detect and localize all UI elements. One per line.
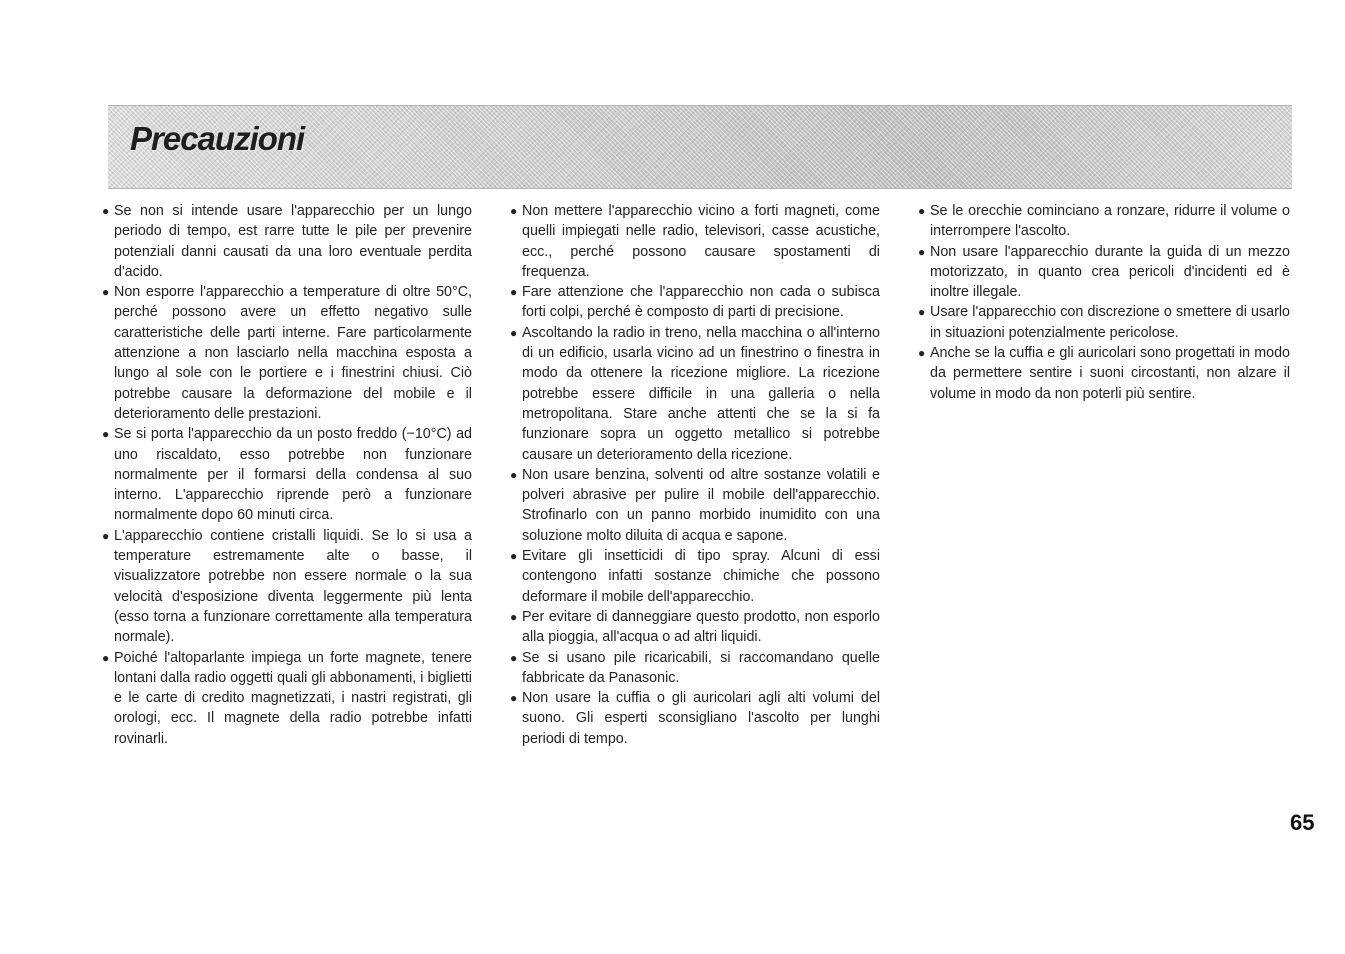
precaution-item: ● Non usare l'apparecchio durante la guida di un mezzo motorizzato, in quanto crea pericoli d'incidenti ed è inoltre illegale. — [918, 243, 1290, 301]
text-column-1 — [102, 201, 472, 749]
page-number: 65 — [1290, 810, 1315, 835]
bullet-icon: ● — [918, 244, 926, 259]
precaution-item: ● Non usare la cuffia o gli auricolari agli alti volumi del suono. Gli esperti sconsigliano l'ascolto per lunghi periodi di tempo. — [510, 690, 880, 747]
bullet-icon: ● — [918, 305, 926, 320]
precaution-item: ● Se le orecchie cominciano a ronzare, ridurre il volume o interrompere l'ascolto. — [918, 203, 1290, 240]
precaution-item: ● Se non si intende usare l'apparecchio per un lungo periodo di tempo, est rarre tutte le pile per prevenire potenziali danni causati da una loro eventuale perdita d'acido. — [102, 203, 472, 280]
bullet-icon: ● — [510, 325, 518, 340]
precaution-item: ● Evitare gli insetticidi di tipo spray. Alcuni di essi contengono infatti sostanze chimiche che possono deformare il mobile dell'apparecchio. — [510, 548, 880, 605]
bullet-icon: ● — [102, 528, 110, 543]
precaution-item: ● Per evitare di danneggiare questo prodotto, non esporlo alla pioggia, all'acqua o ad altri liquidi. — [510, 608, 880, 646]
bullet-icon: ● — [510, 467, 518, 482]
bullet-icon: ● — [102, 427, 110, 442]
bullet-icon: ● — [102, 650, 110, 665]
bullet-icon: ● — [510, 549, 518, 564]
bullet-icon: ● — [510, 609, 518, 624]
bullet-icon: ● — [102, 285, 110, 300]
precaution-item: ● Se si usano pile ricaricabili, si raccomandano quelle fabbricate da Panasonic. — [510, 649, 880, 686]
text-column-2 — [510, 201, 880, 749]
bullet-icon: ● — [510, 691, 518, 706]
bullet-icon: ● — [510, 204, 518, 218]
precaution-item: ● Se si porta l'apparecchio da un posto freddo (−10°C) ad uno riscaldato, esso potrebbe non funzionare normalmente per il formarsi della condensa al suo interno. L'apparecchio riprende però a funzionare normalmente dopo 60 minuti circa. — [102, 426, 472, 524]
bullet-icon: ● — [918, 204, 926, 218]
precaution-item: ● Ascoltando la radio in treno, nella macchina o all'interno di un edificio, usarla vicino ad un finestrino o finestra in modo da ottenere la ricezione migliore. La ricezione potrebbe essere difficile in una galleria o nella metropolitana. Stare anche attenti che se la si fa funzionare sopra un oggetto metallico si potrebbe causare un deterioramento della ricezione. — [510, 324, 880, 463]
bullet-icon: ● — [510, 650, 518, 665]
bullet-icon: ● — [510, 285, 518, 300]
bullet-icon: ● — [918, 346, 926, 361]
precaution-item: ● Usare l'apparecchio con discrezione o smettere di usarlo in situazioni potenzialmente pericolose. — [918, 304, 1290, 341]
text-column-3 — [918, 201, 1290, 404]
precaution-item: ● Non usare benzina, solventi od altre sostanze volatili e polveri abrasive per pulire il mobile dell'apparecchio. Strofinarlo con un panno morbido inumidito con una soluzione molto diluita di acqua e sapone. — [510, 466, 880, 544]
section-title: Precauzioni — [130, 120, 305, 157]
precaution-item: ● Fare attenzione che l'apparecchio non cada o subisca forti colpi, perché è composto di parti di precisione. — [510, 284, 880, 321]
precaution-item: ● L'apparecchio contiene cristalli liquidi. Se lo si usa a temperature estremamente alte o basse, il visualizzatore potrebbe non essere normale o la sua velocità d'esposizione diventa leggermente più lenta (esso torna a funzionare correttamente alla temperatura normale). — [102, 527, 472, 646]
precaution-item: ● Non mettere l'apparecchio vicino a forti magneti, come quelli impiegati nelle radio, televisori, casse acustiche, ecc., perché possono causare spostamenti di frequenza. — [510, 203, 880, 280]
section-banner — [108, 105, 1292, 189]
bullet-icon: ● — [102, 204, 110, 218]
precaution-item: ● Non esporre l'apparecchio a temperature di oltre 50°C, perché possono avere un effetto negativo sulle caratteristiche delle parti interne. Fare particolarmente attenzione a non lasciarlo nella macchina esposta a lungo al sole con le portiere e i finestrini chiusi. Ciò potrebbe causare la deformazione del mobile e il deterioramento delle prestazioni. — [102, 284, 472, 422]
precaution-item: ● Poiché l'altoparlante impiega un forte magnete, tenere lontani dalla radio oggetti quali gli abbonamenti, i biglietti e le carte di credito magnetizzati, i nastri registrati, gli orologi, ecc. Il magnete della radio potrebbe infatti rovinarli. — [102, 649, 472, 747]
precaution-item: ● Anche se la cuffia e gli auricolari sono progettati in modo da permettere sentire i suoni circostanti, non alzare il volume in modo da non poterli più sentire. — [918, 345, 1290, 402]
